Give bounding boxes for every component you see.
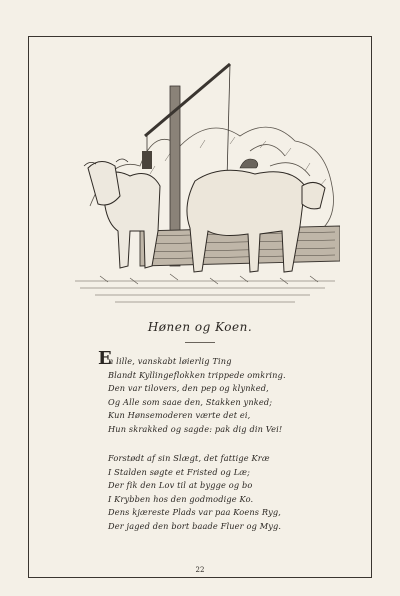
poem-title: Hønen og Koen.: [147, 320, 253, 334]
poem-line: Kun Hønsemoderen værte det ei,: [108, 410, 251, 420]
poem-line: Blandt Kyllingeflokken trippede omkring.: [108, 369, 286, 380]
poem-line: Hun skrakked og sagde: pak dig din Vei!: [108, 423, 283, 434]
page-number: 22: [195, 566, 205, 574]
stanza-2: [108, 452, 358, 533]
poem-line: Den var tilovers, den pep og klynked,: [108, 383, 269, 393]
stanza-1: [108, 355, 358, 436]
poem-line: n lille, vanskabt løierlig Ting: [108, 356, 232, 366]
poem-line: Dens kjæreste Plads var paa Koens Ryg,: [108, 507, 282, 517]
cows-at-well-illustration: [70, 56, 340, 312]
poem-line: I Stalden søgte et Fristed og Læ;: [108, 466, 251, 477]
poem-line: I Krybben hos den godmodige Ko.: [108, 493, 254, 504]
poem-line: Der jaged den bort baade Fluer og Myg.: [108, 520, 282, 531]
drop-cap: E: [98, 348, 112, 369]
title-divider: [185, 342, 215, 343]
poem-line: Der fik den Lov til at bygge og bo: [108, 480, 253, 490]
poem-line: Forstødt af sin Slægt, det fattige Kræ: [108, 453, 270, 463]
poem-line: Og Alle som saae den, Stakken ynked;: [108, 396, 273, 407]
